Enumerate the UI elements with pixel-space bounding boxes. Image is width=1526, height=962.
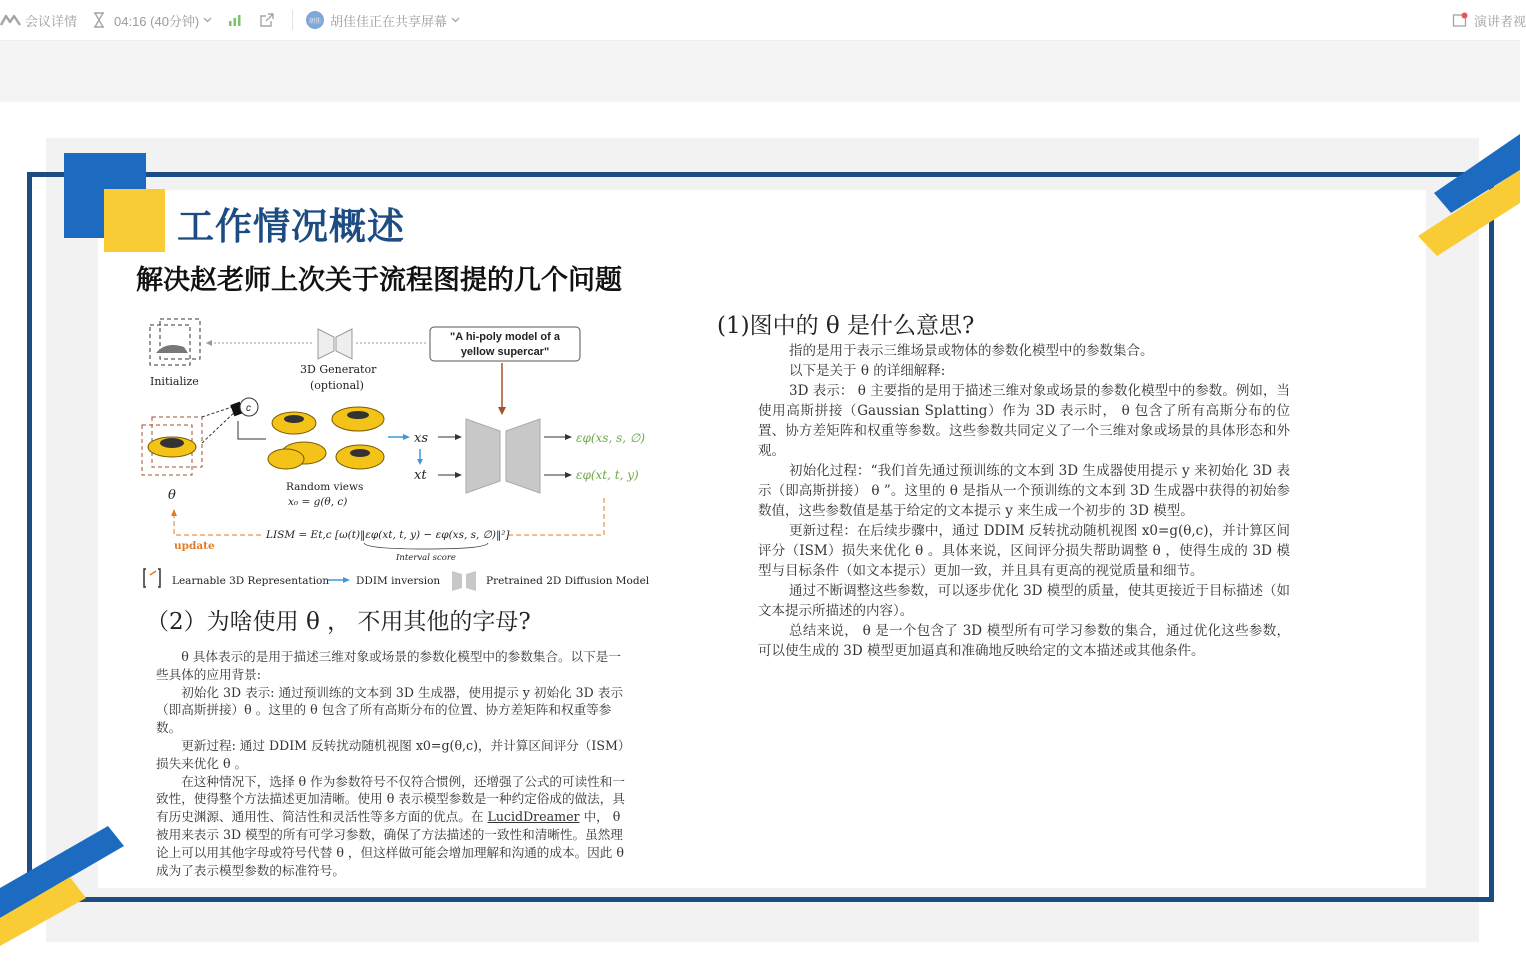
legend-pretrained	[452, 571, 650, 591]
loss-formula: LISM = Et,c [ω(t)‖εφ(xt, t, y) − εφ(xs, s, ∅)‖²]	[266, 529, 510, 541]
avatar-text: 胡佳	[308, 18, 321, 25]
random-views-cars	[268, 407, 384, 469]
q2-paragraph: 更新过程: 通过 DDIM 反转扰动随机视图 x0=g(θ,c)，并计算区间评分（ISM）损失来优化 θ 。	[156, 737, 631, 771]
q1-paragraph: 3D 表示： θ 主要指的是用于描述三维对象或场景的参数化模型中的参数。例如，当使用高斯拼接（Gaussian Splatting）作为 3D 表示时， θ 包含了所有高斯分布的位置、协方差矩阵和权重等参数。这些参数共同定义了一个三维对象或场景的具体形态和外观。	[758, 383, 1290, 459]
diffusion-model-icon	[466, 419, 540, 493]
slide-title: 工作情况概述	[177, 206, 405, 247]
legend-ddim	[328, 575, 440, 587]
q2-paragraph: 初始化 3D 表示: 通过预训练的文本到 3D 生成器，使用提示 y 初始化 3D 表示（即高斯拼接）θ 。这里的 θ 包含了所有高斯分布的位置、协方差矩阵和权重等参数。	[156, 684, 623, 736]
q1-paragraph: 更新过程：在后续步骤中，通过 DDIM 反转扰动随机视图 x0=g(θ,c)，并计算区间评分（ISM）损失来优化 θ 。具体来说，区间评分损失帮助调整 θ ，使得生成的 3D 模型与目标条件（如文本提示）更加一致，并且具有更高的视觉质量和细节。	[758, 523, 1290, 579]
generator-icon	[318, 329, 352, 359]
prompt-line-1: "A hi-poly model of a	[450, 331, 560, 343]
eps-t-label: εφ(xt, t, y)	[576, 468, 639, 482]
eps-s-label: εφ(xs, s, ∅)	[576, 431, 645, 445]
slide-subtitle: 解决赵老师上次关于流程图提的几个问题	[136, 265, 622, 295]
initialize-cube	[150, 319, 200, 365]
sharing-status-label: 胡佳佳正在共享屏幕	[330, 13, 448, 29]
q1-paragraph: 初始化过程：“我们首先通过预训练的文本到 3D 生成器使用提示 y 来初始化 3D 表示（即高斯拼接） θ ”。这里的 θ 是指从一个预训练的文本到 3D 生成器中获得的初始参数值，这些参数值是基于给定的文本提示 y 来生成一个初步的 3D 模型。	[758, 463, 1290, 519]
initialize-label: Initialize	[150, 375, 199, 388]
generator-label: 3D Generator	[300, 363, 377, 376]
learnable-cube	[142, 417, 202, 475]
timer-label: 04:16 (40分钟)	[114, 13, 200, 29]
theta-label: θ	[168, 488, 176, 503]
question-1-title: (1)图中的 θ 是什么意思?	[717, 313, 975, 339]
q1-paragraph: 总结来说， θ 是一个包含了 3D 模型所有可学习参数的集合，通过优化这些参数，可以使生成的 3D 模型更加逼真和准确地反映给定的文本描述或其他条件。	[758, 623, 1290, 659]
luciddreamer-link[interactable]: LucidDreamer	[487, 809, 580, 825]
q2-paragraph	[156, 773, 632, 880]
xt-label: xt	[414, 468, 427, 483]
prompt-line-2: yellow supercar"	[460, 346, 550, 358]
q2-text: 中， θ 被用来表示 3D 模型的所有可学习参数，确保了方法描述的一致性和清晰性。虽然理论上可以用其他字母或符号代替 θ ，但这样做可能会增加理解和沟通的成本。因此 θ 成为了表示模型参数的标准符号。	[156, 809, 624, 878]
q1-paragraph: 通过不断调整这些参数，可以逐步优化 3D 模型的质量，使其更接近于目标描述（如文本提示所描述的内容）。	[758, 583, 1290, 619]
random-views-label: Random views	[286, 481, 364, 493]
pipeline-figure	[136, 313, 656, 595]
question-1-body	[758, 341, 1290, 661]
question-2-title: （2）为啥使用 θ ， 不用其他的字母?	[146, 609, 531, 635]
interval-score-label: Interval score	[396, 553, 456, 563]
q2-paragraph: θ 具体表示的是用于描述三维对象或场景的参数化模型中的参数集合。以下是一些具体的应用背景:	[156, 649, 621, 682]
xs-label: xs	[414, 431, 429, 446]
update-label: update	[174, 540, 215, 552]
q1-paragraph: 以下是关于 θ 的详细解释:	[789, 363, 946, 379]
q2-text: 在这种情况下，选择 θ 作为参数符号不仅符合惯例，还增强了公式的可读性和一致性，使得整个方法描述更加清晰。使用 θ 表示模型参数是一种约定俗成的做法，具有历史渊源、通用性、简洁性和灵活性等多方面的优点。在	[156, 773, 625, 825]
generator-optional-label: (optional)	[310, 379, 364, 392]
camera-label: c	[246, 403, 251, 414]
presenter-view-label: 演讲者视	[1474, 13, 1526, 29]
title-accent-yellow	[104, 189, 165, 252]
question-2-body	[156, 648, 632, 879]
legend-ddim-label: DDIM inversion	[356, 575, 441, 587]
legend-learnable-label: Learnable 3D Representation	[172, 575, 330, 587]
meeting-details-label: 会议详情	[25, 13, 78, 29]
legend-learnable	[144, 569, 329, 587]
q1-paragraph: 指的是用于表示三维场景或物体的参数化模型中的参数集合。	[789, 343, 1154, 359]
legend-pretrained-label: Pretrained 2D Diffusion Model	[486, 575, 650, 587]
views-formula: x₀ = g(θ, c)	[288, 496, 348, 508]
